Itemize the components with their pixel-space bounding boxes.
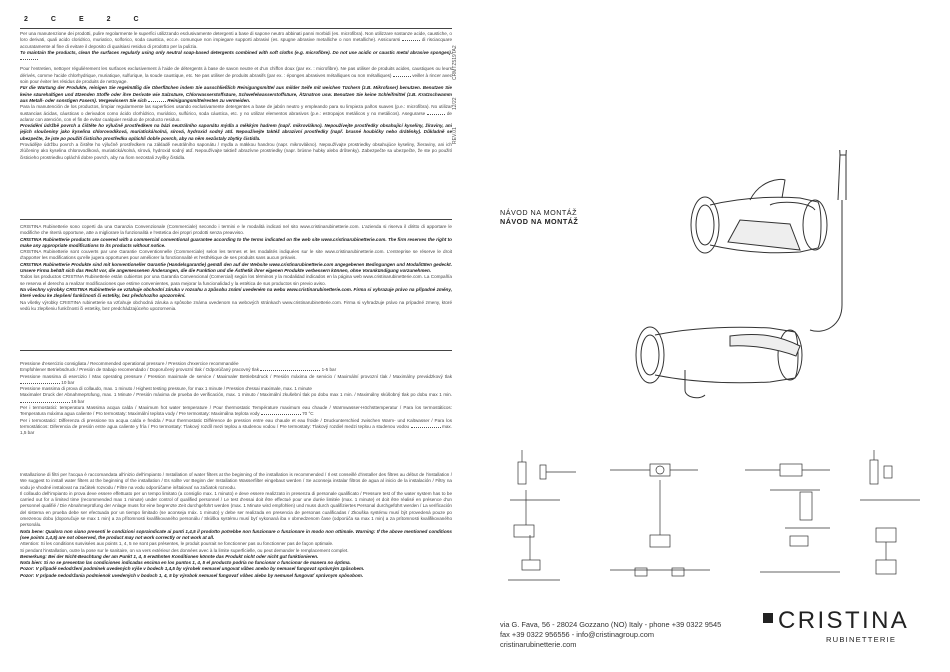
warranty-sk: Na všetky výrobky CRISTINA rubinetterie sa vzťahuje obchodná záruka a spôsobe známa uvedenom na webových stránkach www.cristinarubinetterie.com. Firma si vyhradzuje právo na prípadné zmeny, ktoré vedú ku zlepšeniu funkčnosti či estetiky, bez predchádzajúceho upozornenia. (20, 299, 452, 311)
wall-mixer-upper (691, 179, 827, 253)
cleaning-es: Para la manutención de los productos, limpiar regularmente las superficies usando exclusivamente detergentes a base de jabón neutro y empleando para su limpieza paños suaves (p.e.: microfibra). No utilizar sustancias ácidas, cáusticas o derivados como ácido clorhídrico, muriático, sulfúrico, soda cáustica, etc. y no utilizar elementos abrasivos (p.e.: estropajos metálicos y no metálicos). Asegurarse (20, 104, 452, 116)
cleaning-section (20, 31, 452, 217)
warranty-es: Todos los productos CRISTINA Rubinetterie están cubiertos por una Garantía Convencional (Comercial) según los términos y la modalidad indicados en la página web www.cristinarubinetterie.com. La Compañía se reserva el derecho a realizar modificaciones que estime convenientes, para mejorar la funcionalidad y la estética de sus productos sin previo aviso. (20, 274, 452, 286)
side-view-right (860, 450, 920, 574)
note-cz: Pozor: V případě nedodržení podmínek uvedených výše v bodech 1,4,5 by výrobek nemusel ungovat vůbec anebo by nemusel fungovat správným způsobem. (20, 566, 365, 572)
header-symbols (24, 16, 140, 23)
rule-2 (20, 219, 452, 220)
brand-logo (778, 609, 909, 644)
cleaning-de-2: Reinigungsmittelresten zu vermeiden. (167, 97, 251, 103)
header-letter: E (78, 16, 85, 23)
address-line: fax +39 0322 956556 - info@cristinagroup.com (500, 630, 654, 640)
product-code: CRMTZ519TA2 (452, 45, 458, 80)
cleaning-cz: Provádění údržbě povrch a čištěte ho výlučně prostředkem na bázi neutrálního saponátu mýdla a měkkým hadrem (např. mikrovlákno). Nepoužívejte prostředky obsahující kyseliny, žíraviny, ani jejich sloučeniny jako kyselina chlorovodíková, muriatická/solná, sírová, hydroxid sodný atd. Nepoužívejte taktéž abrazivní prostředky (např. brusné houbičky nebo drátěnky). Důkladně se ubezpečte, že jste po použití čisticího prostředku opláchli dobře povrch, aby na něm nezůstaly zbytky čistidla. (20, 123, 452, 141)
spec-value: 70 °C (302, 411, 314, 417)
spec-text: Per i termostatici: Differenza di pressione tra acqua calda e fredda / Pour thermostatic Différence de pression entre eau chaude et eau froide / Druckunterschied zwischen Warm- und Kaltwasser / Para los termostáticos: Diferencia de presión entre agua caliente y fría / Pro termostaty: Tlakový rozdíl mezi teplou a studenou vodou / Pre termostaty: Tlakový rozdiel medzi teplou a studenou vodou (20, 417, 452, 429)
spec-text: Per i termostatici: temperatura Massima acqua calda / Maximum hot water temperature / Pour thermostatic Température maximum eau chaude / Warmwasser-Höchsttemperatur / Para los termostáticos: Temperatura máxima agua caliente / Pro termostaty: Maximální teplota vody / Pre termostaty: Maximálna teplota vody (20, 405, 452, 417)
spec-value: 1-5 bar (321, 367, 337, 373)
address-line: cristinarubinetterie.com (500, 640, 577, 650)
revision-date: 12/22 (452, 97, 458, 110)
rule-3 (20, 350, 452, 351)
note-es: Nota bien: Si no se presentan las condiciones indicadas encima en los puntos 1, 4, 5 el producto podría no funcionar o funcionar de manera no óptima. (20, 560, 351, 566)
note-fr: Attention: Si les conditions susvisées aux points 1, 4, 5 ne sont pas présentes, le produit pourrait ne fonctionner pas ou fonctionner pas de façon optimale. (20, 541, 334, 547)
spec-text: Maximaler Druck der Abnahmeprüfung, max. 1 Minute / Presión máxima de prueba de verificación, max. 1 minuto / Maximální zkušební tlak po dobu max 1 min. / Maximálny skúšobný tlak po dobu max 1 min. (20, 392, 452, 398)
note-pressure-test: Il collaudo dell'impianto in prova deve essere effettuato per un tempo limitato (a consiglio max. 1 minuto) e deve essere realizzato in presenza di personale qualificato / Pressure test of the water system has to be carried out for a limited time (recommended max 1 minute) under control of qualified personnel / Le test d'essai doit être effectué pour une durée limitée (max. 1 minute) et doit être réalisé en présence d'un personnel qualifié / Die Abnahmeprüfung der Anlage muss für eine begrenzte Zeit durchgeführt werden (max. 1 Minute wird empfohlen) und muss durch qualifiziertes Personal durchgeführt werden / La verificación del sistema en prueba debe ser efectuada por un tiempo limitado (se aconseja máx. 1 minuto) y debe ser realizada en presencia de personas cualificadas / Zkouška systému musí být provedená pouze po omezenou dobu (doporučuje se max 1 min) a za přítomnosti kvalifikovaného personálu / Skúška systému musí byť vykonaná iba v obmedzenom čase (odporúča sa max 1 min) a za prítomnosti kvalifikovaného personálu. (20, 490, 452, 528)
header-letter: C (133, 16, 140, 23)
cleaning-fr-2: veiller à rincer avec soin pour éviter les résidus de produits de nettoyage. (20, 72, 452, 85)
wall-mixer-lower (636, 327, 802, 398)
warranty-de: CRISTINA Rubinetterie Produkte sind mit konventioneller Garantie (Handelsgarantie) gemäß den auf der Website www.cristinarubinetterie.com angegebenen Bedingungen und Modalitäten gedeckt. Unsere Firma behält sich das Recht vor, die angemessenen Änderungen, die die Funktion und die Ästhetik ihrer eigenen Produkte verbessern können, ohne Vorankündigung vorzunehmen. (20, 261, 452, 274)
front-view-right (745, 464, 840, 572)
company-address (500, 620, 721, 651)
top-rule (20, 28, 452, 29)
revision-number: REV.01 (452, 127, 458, 144)
cleaning-de: Für die Wartung der Produkte, reinigen Sie regelmäßig die Oberflächen indem Sie ausschließlich Reinigungsmittel aus milder Seife mit weichen Tüchern (z.B. Mikrofaser) benutzen. Benutzen Sie keine säurehaltigen und ätzenden Stoffe oder ihre Derivate wie Salzsäure, Chlorwasserstoffsäure, Schwefelwasserstoffsäure, Ätznatron usw. Benutzen Sie keine Schleifmittel (z.B. Kratzschwamm aus Metall- oder sonstigen Fasern). Vergewissern Sie sich (20, 85, 452, 103)
spec-text: Pressione massima di esercizio / Max operating pressure / Pression maximale de service / Maximaler Betriebsdruck / Presión máxima de servicio / Maximální provozní tlak / Maximálny prevádzkový tlak (20, 373, 452, 379)
cleaning-it: Per una manutenzione dei prodotti, pulire regolarmente le superfici utilizzando esclusivamente detergenti a base di sapone neutro abbinati panni morbidi (es. microfibra). Non utilizzare sostanze acide, caustiche, o loro derivati, quali acido cloridrico, muriatico, solforico, soda caustica, ecc.e. comunque non impiegare supporti abrasivi (es. spugne abrasive metalliche o non metalliche). Assicurarsi (20, 31, 452, 43)
spec-text: Empfohlener Betriebsdruck / Presión de trabajo recomendado / Doporučený provozní tlak / Odporúčaný pracovný tlak (20, 367, 260, 373)
warranty-it: CRISTINA Rubinetterie sono coperti da una Garanzia Convenzionale (Commerciale) secondo i termini e le modalità indicati nel sito www.cristinarubinetterie.com. L'azienda si riserva il diritto di apportare le modifiche che riterrà opportune, atte a migliorare la funzionalità e l'estetica dei propri prodotti senza preavviso. (20, 224, 452, 236)
spec-value: 10 bar (61, 379, 75, 385)
header-letter: 2 (106, 16, 112, 23)
note-sk: Pozor: V prípade nedodržania podmienok uvedených v bodoch 1, 4, 5 by výrobok nemusel fungovať vôbec alebo by nemusel fungovať správnym spôsobom. (20, 572, 364, 578)
cleaning-es-2: de aclarar con atención, con el fin de evitar cualquier residuo de producto residuo. (20, 110, 452, 122)
note-de: Bemerkung: Bei der Nicht-Beachtung der am Punkt 1, 4, 5 erwähnten Konditionen könnte das Produkt nicht oder nicht gut funktionieren. (20, 553, 319, 559)
spec-text: Pressione d'esercizio consigliata / Recommended operational pressure / Pression d'exercice recommandée (20, 361, 239, 366)
logo-wordmark: CRISTINA (778, 607, 910, 634)
spec-text: Pressione massima di prova di collaudo, max. 1 minuto / Highest testing pressure, for max 1 minute / Pression d'essai maximale, max. 1 minute (20, 386, 312, 392)
title-line-2: NÁVOD NA MONTÁŽ (500, 217, 579, 226)
logo-subtitle: RUBINETTERIE (826, 635, 897, 644)
spec-value: 16 bar (71, 398, 85, 404)
hand-shower-drawing (838, 150, 848, 200)
note-fr-2: Si pendant l'installation, outre la pose sur le sanitaire, on va vers extérieur des données avec à la limite superficielle, ou peut demander le remplacement complet. (20, 547, 349, 553)
cleaning-fr: Pour l'entretien, nettoyer régulièrement les surfaces exclusivement à l'aide de détergents à base de savon neutre et d'un chiffon doux (par ex. : microfibre). Ne pas utiliser de produits acides, caustiques ou leurs dérivés, comme l'acide chlorhydrique, muriatique, sulfurique, la soude caustique, etc. Ne pas utiliser de produits abrasifs (par ex. : éponges abrasives métalliques ou non métalliques) (20, 66, 452, 78)
notes-section (20, 472, 452, 648)
cleaning-it-2: di risciacquare accuratamente al fine di evitare il deposito di qualsiasi residuo di prodotto per la pulizia. (20, 37, 452, 49)
header-letter: C (50, 16, 57, 23)
logo-square-icon (763, 613, 773, 623)
front-view-left (508, 450, 576, 580)
note-filters: Installazione di filtri per l'acqua è raccomandata all'inizio dell'impianto / Installation of water filters at the beginning of the installation is recommended / Il est conseillé d'installer des filtres au début de l'installation / We suggest to install water filters at the beginning of the installation / Es sollte vor Beginn der Installation Wasserfilter eingebaut werden / Se aconseja instalar filtros de agua al inicio de la instalación / Filtry na vodu je vhodné instalovat na začátek rozvodu / Filtre na vodu odporúčame inštalovať na začiatok rozvodu. (20, 472, 452, 490)
front-view-middle (610, 464, 710, 576)
specs-section (20, 361, 452, 469)
spec-value: max. 1,5 bar (20, 423, 452, 436)
hose (810, 200, 842, 331)
warranty-fr: CRISTINA Rubinetterie sont couverts par une Garantie Conventionnelle (Commerciale) selon les termes et les modalités indiquées sur le site www.cristinarubinetterie.com. L'entreprise se réserve le droit d'apporter les modifications qu'elle jugera opportunes pour améliorer la fonctionnalité et l'esthétique de ses produits sans aucun préavis. (20, 249, 452, 261)
dimension-drawings (500, 440, 940, 610)
note-warning: Nota bene: Qualora non siano presenti le condizioni sopraindicate ai punti 1,4,5 il prodotto potrebbe non funzionare o funzionare in modo non ottimale. Warning: If the above mentioned conditions (see points 1,4,5) are not observed, the product may not work correctly or not work at all. (20, 528, 452, 540)
warranty-section (20, 224, 452, 346)
title-line-1: NÁVOD NA MONTÁŽ (500, 208, 577, 217)
cleaning-en: To maintain the products, clean the surfaces regularly using only neutral soap-based detergents combined with soft cloths (e.g. microfibre). Do not use acidic or caustic metal abrasive sponges). (20, 49, 452, 55)
cleaning-sk: Provádějte údržbu povrch a čistěte ho výlučně prostředkem na základě neutrálního saponátu / mydla a mäkkou handrou (napr. mikrovlákno). Nepoužívajte prostriedky obsahujúce kyseliny, žieraviny, ani ich zlúčeniny ako kyselina chlorovodíková, muriatická/solná, sírová, hydroxid sodný atď. Nepoužívajte taktiež abrazívne prostriedky (napr. brúsne hubky alebo drôtenky). Zabezpečte sa ubezpečte, že ste po použití čisticieho prostriedku opláchli dobre povrch, aby na ňom nezostali zvyšky čistidla. (20, 142, 452, 160)
warranty-en: CRISTINA Rubinetterie products are covered with a commercial conventional guarantee according to the terms indicated on the web site www.cristinarubinetterie.com. The firm reserves the right to make any appropriate modifications to its products without notice. (20, 236, 452, 248)
header-letter: 2 (24, 16, 29, 23)
address-line: via G. Fava, 56 - 28024 Gozzano (NO) Italy - phone +39 0322 9545 (500, 620, 722, 629)
warranty-cz: Na všechny výrobky CRISTINA Rubinetterie se vztahuje obchodní záruka v rozsahu a způsobu známí uvedeném na webu www.cristinarubinetterie.com. Firma si vyhrazuje právo na případné změny, které vedou ke zlepšení funkčnosti či estetiky, bez předchozího upozornění. (20, 286, 452, 299)
assembly-title (500, 208, 578, 226)
